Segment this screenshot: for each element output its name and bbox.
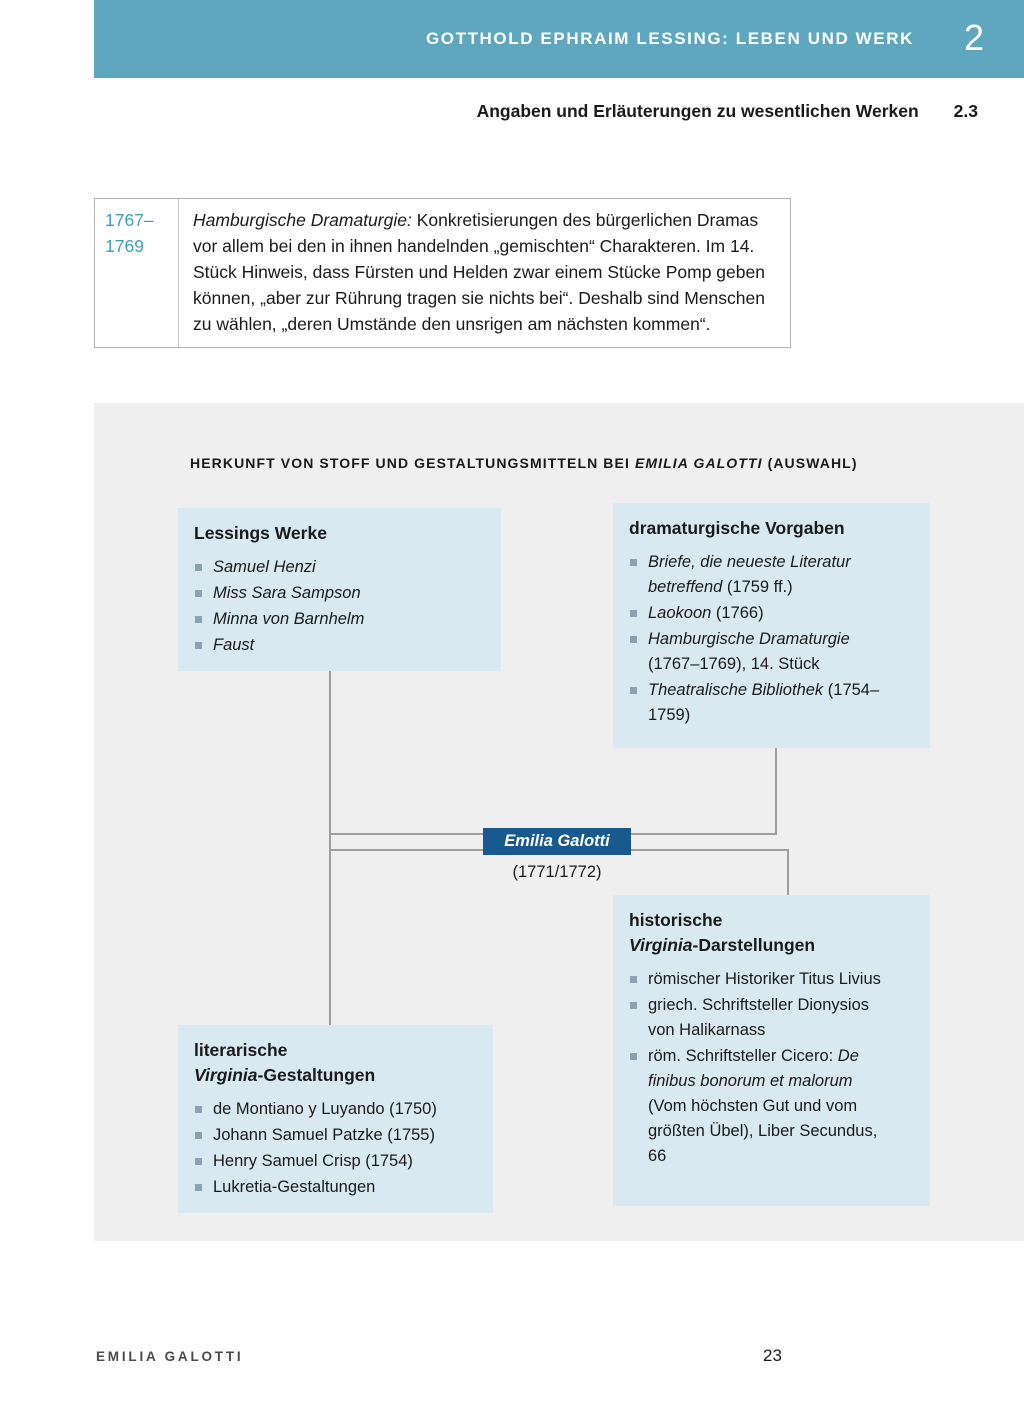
- diagram-panel: [94, 403, 1024, 1241]
- list-item: [194, 1149, 477, 1174]
- connector-line-right-top: [775, 748, 777, 835]
- box-title-line1: literarische: [194, 1040, 288, 1060]
- author-entry: Henry Samuel Crisp (1754): [213, 1152, 413, 1170]
- chapter-number: 2: [963, 17, 984, 58]
- page-number: 23: [763, 1346, 782, 1365]
- box-title: dramaturgische Vorgaben: [629, 518, 845, 538]
- list-item: [629, 550, 914, 600]
- section-title: Angaben und Erläuterungen zu wesentlichen Werken: [476, 101, 919, 121]
- box-lessings-werke: [178, 508, 501, 671]
- work-entry: [648, 601, 764, 626]
- timeline-text: [179, 199, 790, 347]
- connector-line-left-vertical: [329, 657, 331, 1026]
- list-item: [194, 607, 485, 632]
- work-title: Briefe, die neueste Literatur betreffend: [648, 553, 851, 596]
- work-entry: [648, 627, 886, 677]
- list-item: [629, 678, 914, 728]
- work-title: Miss Sara Sampson: [213, 584, 361, 602]
- list-item: [194, 633, 485, 658]
- bullet-square-icon: [630, 976, 637, 983]
- chapter-header-title: GOTTHOLD EPHRAIM LESSING: LEBEN UND WERK: [425, 29, 914, 48]
- diagram-title-prefix: HERKUNFT VON STOFF UND GESTALTUNGSMITTELN BEI: [190, 455, 635, 471]
- work-title: Theatralische Bibliothek: [648, 681, 824, 699]
- box-title: [194, 1038, 477, 1088]
- section-subheader: [0, 101, 978, 122]
- source-entry: [648, 993, 886, 1043]
- box-dramaturgische-vorgaben: [613, 503, 930, 748]
- bullet-square-icon: [195, 590, 202, 597]
- bullet-square-icon: [630, 1002, 637, 1009]
- work-title: Hamburgische Dramaturgie: [648, 630, 850, 648]
- list-item: [194, 1175, 477, 1200]
- source-detail: (Vom höchsten Gut und vom größten Übel), Liber Secundus, 66: [648, 1097, 878, 1165]
- timeline-entry-box: [94, 198, 791, 348]
- section-number: 2.3: [953, 101, 978, 121]
- timeline-work-title: Hamburgische Dramaturgie:: [193, 210, 412, 230]
- source-text: griech. Schriftsteller Dionysios von Halikarnass: [648, 996, 869, 1039]
- box-historische-virginia-darstellungen: [613, 895, 930, 1206]
- list-item: [629, 627, 914, 677]
- box-title-rest: -Darstellungen: [692, 935, 816, 955]
- box-title-emphasis: Virginia: [629, 935, 693, 955]
- list-item: [194, 581, 485, 606]
- timeline-date-line1: 1767–: [105, 210, 154, 230]
- box-title-rest: -Gestaltungen: [257, 1065, 376, 1085]
- work-entry: [648, 550, 886, 600]
- connector-line-left-upper: [329, 833, 483, 835]
- work-title: Laokoon: [648, 604, 712, 622]
- bullet-square-icon: [630, 1053, 637, 1060]
- work-title: De finibus bonorum et malorum: [648, 1047, 859, 1090]
- chapter-header-bar: [94, 0, 1024, 78]
- bullet-square-icon: [195, 642, 202, 649]
- list-item: [194, 1097, 477, 1122]
- box-title-emphasis: Virginia: [194, 1065, 258, 1085]
- box-literarische-virginia-gestaltungen: [178, 1025, 493, 1213]
- author-entry: Johann Samuel Patzke (1755): [213, 1126, 435, 1144]
- bullet-square-icon: [630, 610, 637, 617]
- source-entry: [648, 967, 881, 992]
- center-node-years: (1771/1772): [512, 863, 602, 881]
- list-item: [629, 967, 914, 992]
- timeline-description: Konkretisierungen des bürgerlichen Dramas vor allem bei den in ihnen handelnden „gemischten“ Charakteren. Im 14. Stück Hinweis, dass Fürsten und Helden zwar einem Stücke Pomp geben können, „aber zur Rührung tragen sie nichts bei“. Deshalb sind Menschen zu wählen, „deren Umstände den unsrigen am nächsten kommen“.: [193, 210, 765, 334]
- diagram-title: [190, 455, 858, 471]
- list-item: [194, 1123, 477, 1148]
- center-node-label: Emilia Galotti: [504, 832, 610, 850]
- work-detail: (1754–1759): [648, 681, 880, 724]
- work-detail: (1759 ff.): [722, 578, 793, 596]
- bullet-square-icon: [195, 1184, 202, 1191]
- center-node-emilia-galotti: [483, 828, 631, 855]
- source-text: römischer Historiker Titus Livius: [648, 970, 881, 988]
- bullet-square-icon: [195, 1158, 202, 1165]
- source-entry: [648, 1044, 886, 1169]
- work-title: Minna von Barnhelm: [213, 610, 365, 628]
- timeline-date-line2: 1769: [105, 236, 144, 256]
- box-title: [629, 908, 914, 958]
- list-item: [629, 1044, 914, 1169]
- bullet-square-icon: [195, 1132, 202, 1139]
- connector-line-right-lower: [631, 849, 789, 851]
- connector-line-right-bottom: [787, 849, 789, 895]
- list-item: [629, 601, 914, 626]
- list-item: [629, 993, 914, 1043]
- author-entry: de Montiano y Luyando (1750): [213, 1100, 437, 1118]
- bullet-square-icon: [630, 636, 637, 643]
- diagram-title-emphasis: EMILIA GALOTTI: [634, 455, 763, 471]
- work-detail: (1767–1769), 14. Stück: [648, 655, 820, 673]
- author-entry: Lukretia-Gestaltungen: [213, 1178, 376, 1196]
- work-entry: [648, 678, 886, 728]
- work-detail: (1766): [711, 604, 764, 622]
- diagram-title-suffix: (AUSWAHL): [762, 455, 858, 471]
- bullet-square-icon: [195, 564, 202, 571]
- bullet-square-icon: [195, 1106, 202, 1113]
- connector-line-left-lower: [329, 849, 483, 851]
- bullet-square-icon: [195, 616, 202, 623]
- footer-book-title: EMILIA GALOTTI: [96, 1349, 244, 1364]
- work-title: Samuel Henzi: [213, 558, 316, 576]
- box-title: Lessings Werke: [194, 523, 327, 543]
- source-text: röm. Schriftsteller Cicero:: [648, 1047, 838, 1065]
- timeline-date: [95, 199, 179, 347]
- connector-line-right-upper: [631, 833, 777, 835]
- list-item: [194, 555, 485, 580]
- bullet-square-icon: [630, 687, 637, 694]
- work-title: Faust: [213, 636, 255, 654]
- box-title-line1: historische: [629, 910, 723, 930]
- bullet-square-icon: [630, 559, 637, 566]
